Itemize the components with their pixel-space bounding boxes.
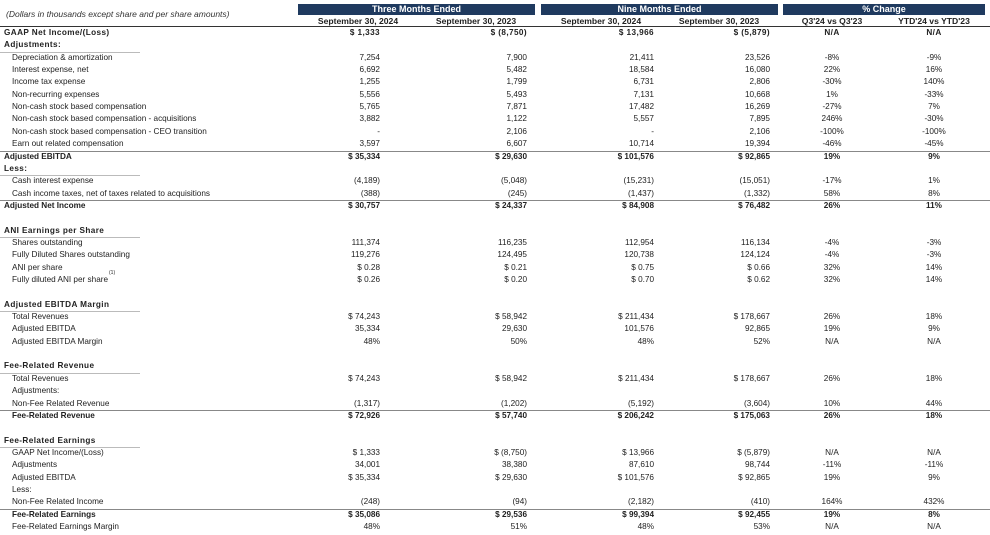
- change-cell: 26%: [823, 312, 841, 322]
- value-cell: (388): [360, 188, 380, 198]
- value-cell: $ 92,865: [738, 151, 770, 161]
- change-cell: 9%: [928, 324, 940, 334]
- value-cell: 3,597: [359, 139, 380, 149]
- row-label: Adjusted EBITDA: [12, 324, 76, 334]
- row-label: Non-cash stock based compensation - acquisitions: [12, 114, 197, 124]
- value-cell: $ 76,482: [738, 200, 770, 210]
- change-cell: N/A: [927, 336, 941, 346]
- value-cell: 10,714: [628, 139, 654, 149]
- row-label: Earn out related compensation: [12, 139, 124, 149]
- value-cell: 7,895: [749, 114, 770, 124]
- change-cell: N/A: [825, 447, 839, 457]
- change-cell: 18%: [925, 410, 943, 420]
- column-header-ytd-2024: September 30, 2024: [560, 16, 642, 26]
- value-cell: $ 29,536: [495, 509, 527, 519]
- value-cell: 6,692: [359, 65, 380, 75]
- table-row: [0, 299, 990, 311]
- row-label: GAAP Net Income/(Loss): [4, 28, 110, 37]
- value-cell: 7,871: [506, 102, 527, 112]
- change-cell: 18%: [925, 373, 943, 383]
- value-cell: 1,799: [506, 77, 527, 87]
- row-label: Interest expense, net: [12, 65, 89, 75]
- table-row: [0, 447, 990, 459]
- value-cell: (2,182): [628, 497, 654, 507]
- change-cell: 432%: [923, 497, 945, 507]
- value-cell: 7,254: [359, 52, 380, 62]
- change-cell: 246%: [821, 114, 843, 124]
- change-cell: 18%: [925, 312, 943, 322]
- value-cell: $ (8,750): [494, 447, 527, 457]
- value-cell: $ 92,455: [738, 509, 770, 519]
- change-cell: 58%: [823, 188, 841, 198]
- value-cell: 23,526: [744, 52, 770, 62]
- table-row: [0, 27, 990, 39]
- value-cell: $ (8,750): [490, 28, 527, 37]
- total-rule: [0, 151, 990, 152]
- row-label: Non-Fee Related Revenue: [12, 398, 110, 408]
- table-row: [0, 336, 990, 348]
- value-cell: 48%: [637, 336, 654, 346]
- value-cell: $ 13,966: [618, 28, 654, 37]
- group-header-nine-months: Nine Months Ended: [541, 4, 778, 15]
- value-cell: $ 178,667: [733, 373, 770, 383]
- value-cell: (1,437): [628, 188, 654, 198]
- change-cell: N/A: [927, 522, 941, 531]
- row-label: Non-Fee Related Income: [12, 497, 104, 507]
- change-cell: -4%: [824, 237, 840, 247]
- change-cell: 8%: [928, 509, 940, 519]
- value-cell: $ 92,865: [738, 472, 770, 482]
- change-cell: 44%: [925, 398, 943, 408]
- value-cell: $ 29,630: [495, 472, 527, 482]
- value-cell: $ 29,630: [495, 151, 527, 161]
- row-label: Non-recurring expenses: [12, 89, 100, 99]
- value-cell: 29,630: [501, 324, 527, 334]
- change-cell: -8%: [824, 52, 840, 62]
- value-cell: 16,080: [744, 65, 770, 75]
- row-label: Fully diluted ANI per share: [12, 275, 109, 284]
- change-cell: -11%: [822, 460, 842, 470]
- value-cell: (245): [507, 188, 527, 198]
- value-cell: 5,493: [506, 89, 527, 99]
- table-row: [0, 138, 990, 150]
- value-cell: $ 206,242: [617, 410, 654, 420]
- row-label: Shares outstanding: [12, 237, 83, 247]
- row-label: Fully Diluted Shares outstanding: [12, 250, 130, 260]
- value-cell: 53%: [753, 522, 770, 531]
- value-cell: 1,122: [506, 114, 527, 124]
- row-label: Adjustments: [12, 460, 58, 470]
- value-cell: 35,334: [354, 324, 380, 334]
- value-cell: $ 57,740: [495, 410, 527, 420]
- value-cell: (1,202): [501, 398, 527, 408]
- change-cell: -17%: [822, 176, 842, 186]
- row-label: Adjusted Net Income: [4, 200, 86, 210]
- table-row: [0, 348, 990, 360]
- value-cell: (4,189): [354, 176, 380, 186]
- table-row: [0, 472, 990, 484]
- value-cell: $ 0.70: [631, 275, 654, 284]
- value-cell: $ 0.75: [631, 262, 654, 272]
- column-header-ytd-change: YTD'24 vs YTD'23: [898, 16, 970, 26]
- value-cell: 112,954: [625, 237, 654, 247]
- change-cell: 1%: [826, 89, 838, 99]
- table-row: [0, 212, 990, 224]
- change-cell: -9%: [926, 52, 942, 62]
- table-row: [0, 126, 990, 138]
- table-row: [0, 323, 990, 335]
- row-label: Fee-Related Earnings: [4, 435, 96, 445]
- value-cell: $ 0.26: [357, 275, 380, 284]
- value-cell: $ (5,879): [737, 447, 770, 457]
- table-row: [0, 435, 990, 447]
- row-label: ANI per share: [12, 262, 63, 272]
- change-cell: N/A: [825, 336, 839, 346]
- table-row: [0, 113, 990, 125]
- change-cell: 19%: [823, 509, 841, 519]
- row-label: Cash interest expense: [12, 176, 94, 186]
- value-cell: 124,495: [497, 250, 527, 260]
- value-cell: 1,255: [359, 77, 380, 87]
- table-row: [0, 249, 990, 261]
- value-cell: (94): [512, 497, 527, 507]
- value-cell: 98,744: [744, 460, 770, 470]
- value-cell: $ 13,966: [622, 447, 654, 457]
- value-cell: 16,269: [744, 102, 770, 112]
- value-cell: $ 101,576: [617, 151, 654, 161]
- value-cell: $ 74,243: [348, 373, 380, 383]
- change-cell: -3%: [926, 250, 942, 260]
- value-cell: 2,106: [506, 126, 527, 136]
- row-label: Fee-Related Earnings Margin: [12, 522, 119, 531]
- table-row: [0, 262, 990, 274]
- group-header-pct-change: % Change: [783, 4, 985, 15]
- change-cell: 22%: [823, 65, 841, 75]
- column-header-ytd-2023: September 30, 2023: [678, 16, 760, 26]
- value-cell: 124,124: [740, 250, 770, 260]
- row-label: GAAP Net Income/(Loss): [12, 447, 104, 457]
- row-label: Non-cash stock based compensation: [12, 102, 147, 112]
- value-cell: 92,865: [744, 324, 770, 334]
- value-cell: $ 35,086: [348, 509, 380, 519]
- row-label: Cash income taxes, net of taxes related to acquisitions: [12, 188, 210, 198]
- change-cell: 32%: [823, 275, 841, 284]
- change-cell: 19%: [823, 151, 841, 161]
- row-label: Fee-Related Revenue: [12, 410, 95, 420]
- row-label: Income tax expense: [12, 77, 86, 87]
- value-cell: -: [651, 126, 654, 136]
- row-label: Fee-Related Revenue: [4, 361, 95, 371]
- table-row: [0, 521, 990, 533]
- row-label: Fee-Related Earnings: [12, 509, 96, 519]
- change-cell: -4%: [824, 250, 840, 260]
- row-label: Adjusted EBITDA Margin: [4, 299, 110, 309]
- value-cell: 119,276: [351, 250, 380, 260]
- value-cell: (3,604): [744, 398, 770, 408]
- table-row: [0, 422, 990, 434]
- table-row: [0, 496, 990, 508]
- value-cell: $ 211,434: [618, 373, 654, 383]
- table-row: [0, 459, 990, 471]
- column-header-q3-2024: September 30, 2024: [317, 16, 399, 26]
- change-cell: 1%: [928, 176, 940, 186]
- change-cell: 26%: [823, 410, 841, 420]
- row-label: Depreciation & amortization: [12, 52, 113, 62]
- row-label: ANI Earnings per Share: [4, 225, 105, 235]
- value-cell: $ 1,333: [352, 447, 380, 457]
- value-cell: (1,317): [354, 398, 380, 408]
- row-label: Adjustments:: [12, 386, 60, 396]
- value-cell: 6,731: [633, 77, 654, 87]
- value-cell: $ 0.21: [504, 262, 527, 272]
- value-cell: (1,332): [744, 188, 770, 198]
- column-header-q3-change: Q3'24 vs Q3'23: [801, 16, 863, 26]
- total-rule: [0, 410, 990, 411]
- table-row: [0, 410, 990, 422]
- value-cell: $ 1,333: [349, 28, 380, 37]
- total-rule: [0, 200, 990, 201]
- value-cell: $ 0.20: [504, 275, 527, 284]
- change-cell: 19%: [823, 324, 841, 334]
- value-cell: 18,584: [628, 65, 654, 75]
- table-row: [0, 64, 990, 76]
- table-row: [0, 188, 990, 200]
- table-row: [0, 76, 990, 88]
- row-label: Adjusted EBITDA Margin: [12, 336, 103, 346]
- change-cell: 7%: [928, 102, 940, 112]
- row-label: Adjustments:: [4, 40, 62, 50]
- value-cell: 17,482: [628, 102, 654, 112]
- value-cell: 34,001: [354, 460, 380, 470]
- change-cell: 32%: [823, 262, 841, 272]
- table-row: [0, 52, 990, 64]
- value-cell: 7,131: [633, 89, 654, 99]
- change-cell: -30%: [822, 77, 842, 87]
- value-cell: $ 0.66: [747, 262, 770, 272]
- value-cell: (15,051): [739, 176, 770, 186]
- table-row: [0, 101, 990, 113]
- table-row: [0, 311, 990, 323]
- value-cell: $ (5,879): [733, 28, 770, 37]
- row-label: Less:: [4, 163, 28, 173]
- total-rule: [0, 509, 990, 510]
- value-cell: 7,900: [506, 52, 527, 62]
- change-cell: 11%: [926, 200, 942, 210]
- table-row: [0, 225, 990, 237]
- table-row: [0, 398, 990, 410]
- value-cell: 5,557: [633, 114, 654, 124]
- value-cell: 2,806: [749, 77, 770, 87]
- change-cell: 19%: [823, 472, 841, 482]
- value-cell: $ 74,243: [348, 312, 380, 322]
- row-label: Adjusted EBITDA: [4, 151, 72, 161]
- value-cell: 48%: [363, 336, 380, 346]
- value-cell: 38,380: [501, 460, 527, 470]
- table-row: [0, 39, 990, 51]
- change-cell: -30%: [924, 114, 944, 124]
- value-cell: (5,048): [501, 176, 527, 186]
- change-cell: -100%: [820, 126, 844, 136]
- value-cell: -: [377, 126, 380, 136]
- value-cell: 5,482: [506, 65, 527, 75]
- value-cell: (410): [750, 497, 770, 507]
- value-cell: $ 58,942: [495, 373, 527, 383]
- change-cell: N/A: [825, 522, 839, 531]
- value-cell: $ 58,942: [495, 312, 527, 322]
- value-cell: (15,231): [623, 176, 654, 186]
- table-row: [0, 484, 990, 496]
- value-cell: 48%: [363, 522, 380, 531]
- value-cell: $ 101,576: [617, 472, 654, 482]
- value-cell: 51%: [510, 522, 527, 531]
- change-cell: N/A: [824, 28, 840, 37]
- group-header-three-months: Three Months Ended: [298, 4, 535, 15]
- table-row: [0, 200, 990, 212]
- table-row: [0, 286, 990, 298]
- value-cell: 5,765: [359, 102, 380, 112]
- change-cell: -45%: [924, 139, 944, 149]
- change-cell: -3%: [926, 237, 942, 247]
- row-label: Total Revenues: [12, 373, 69, 383]
- column-header-q3-2023: September 30, 2023: [435, 16, 517, 26]
- change-cell: -11%: [924, 460, 944, 470]
- value-cell: 87,610: [628, 460, 654, 470]
- value-cell: $ 0.62: [747, 275, 770, 284]
- table-row: Fully diluted ANI per share (1) $ 0.26 $ 0.20 $ 0.70 $ 0.62 32% 14%: [0, 274, 990, 286]
- value-cell: $ 178,667: [733, 312, 770, 322]
- change-cell: N/A: [926, 28, 942, 37]
- value-cell: 116,235: [498, 237, 527, 247]
- value-cell: 52%: [753, 336, 770, 346]
- change-cell: 26%: [823, 373, 841, 383]
- units-note: (Dollars in thousands except share and per share amounts): [6, 9, 230, 19]
- change-cell: -33%: [924, 89, 944, 99]
- value-cell: 50%: [510, 336, 527, 346]
- value-cell: 2,106: [749, 126, 770, 136]
- change-cell: 14%: [925, 275, 943, 284]
- value-cell: $ 99,394: [622, 509, 654, 519]
- row-label: Non-cash stock based compensation - CEO transition: [12, 126, 207, 136]
- change-cell: 26%: [823, 200, 841, 210]
- table-row: [0, 509, 990, 521]
- value-cell: 5,556: [359, 89, 380, 99]
- value-cell: 3,882: [359, 114, 380, 124]
- change-cell: 10%: [823, 398, 841, 408]
- value-cell: 120,738: [624, 250, 654, 260]
- change-cell: -27%: [822, 102, 842, 112]
- value-cell: $ 84,908: [622, 200, 654, 210]
- table-row: [0, 237, 990, 249]
- value-cell: $ 24,337: [495, 200, 527, 210]
- table-row: [0, 373, 990, 385]
- change-cell: 8%: [928, 188, 940, 198]
- value-cell: $ 211,434: [618, 312, 654, 322]
- row-label: Adjusted EBITDA: [12, 472, 76, 482]
- value-cell: 19,394: [744, 139, 770, 149]
- change-cell: 164%: [821, 497, 843, 507]
- table-row: [0, 163, 990, 175]
- value-cell: $ 35,334: [348, 472, 380, 482]
- change-cell: -100%: [922, 126, 946, 136]
- table-row: [0, 89, 990, 101]
- value-cell: 21,411: [629, 52, 654, 62]
- change-cell: 9%: [928, 472, 940, 482]
- row-label: Less:: [12, 484, 32, 494]
- value-cell: $ 175,063: [733, 410, 770, 420]
- value-cell: 111,374: [351, 237, 380, 247]
- row-label: Total Revenues: [12, 312, 69, 322]
- value-cell: 101,576: [624, 324, 654, 334]
- change-cell: 9%: [928, 151, 940, 161]
- table-row: [0, 175, 990, 187]
- table-row: [0, 360, 990, 372]
- change-cell: 14%: [925, 262, 943, 272]
- change-cell: 16%: [925, 65, 943, 75]
- value-cell: (5,192): [628, 398, 654, 408]
- value-cell: 6,607: [506, 139, 527, 149]
- value-cell: (248): [360, 497, 380, 507]
- value-cell: 48%: [637, 522, 654, 531]
- table-row: [0, 385, 990, 397]
- change-cell: -46%: [822, 139, 842, 149]
- value-cell: $ 30,757: [348, 200, 380, 210]
- header-rule: [0, 26, 990, 27]
- change-cell: N/A: [927, 447, 941, 457]
- value-cell: $ 35,334: [348, 151, 380, 161]
- value-cell: $ 0.28: [357, 262, 380, 272]
- change-cell: 140%: [923, 77, 945, 87]
- value-cell: 10,668: [744, 89, 770, 99]
- table-row: [0, 151, 990, 163]
- value-cell: $ 72,926: [348, 410, 380, 420]
- value-cell: 116,134: [741, 237, 770, 247]
